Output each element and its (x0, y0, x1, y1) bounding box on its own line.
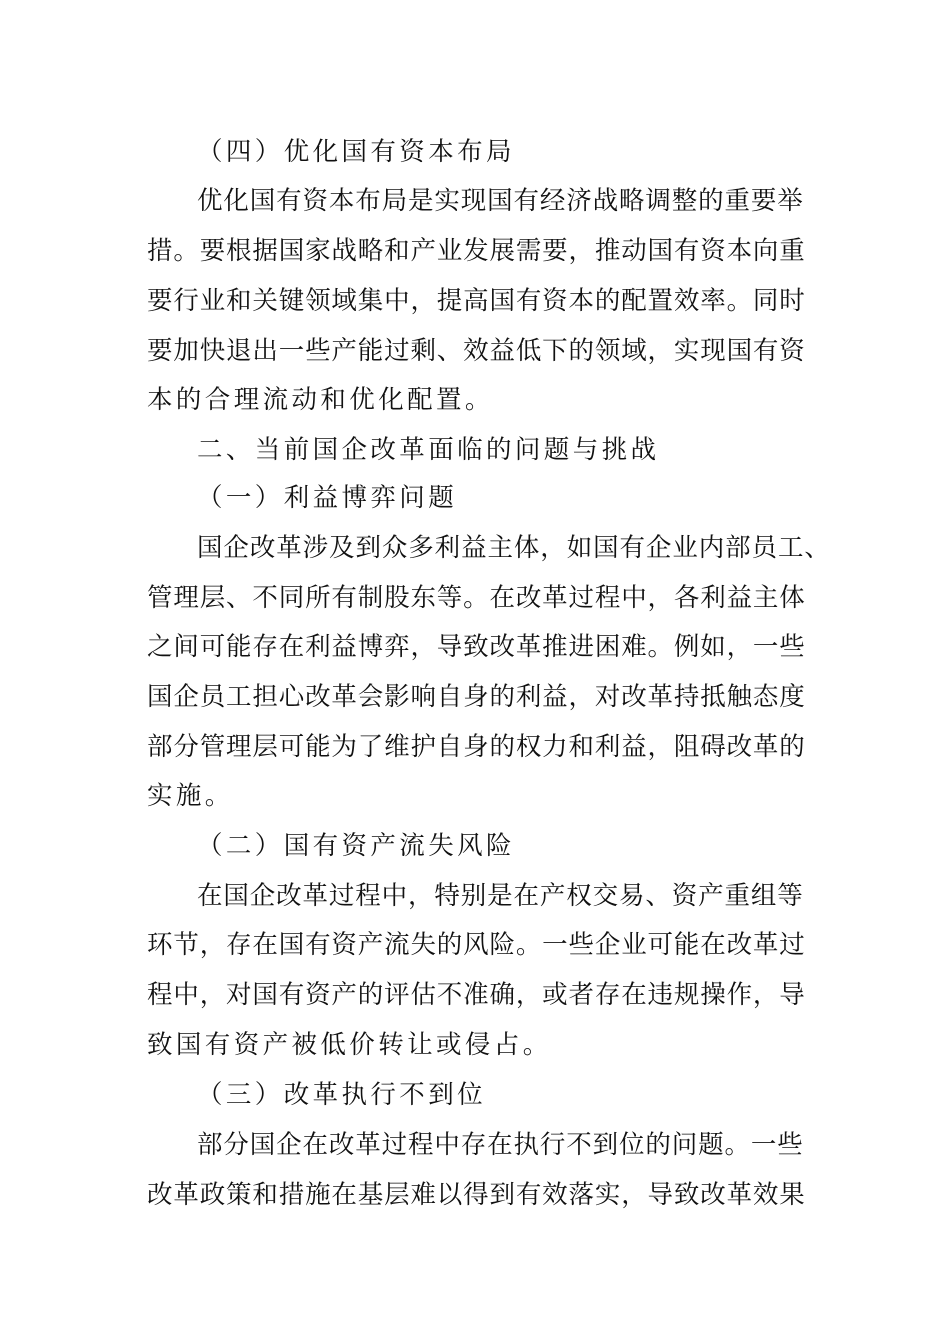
section-heading-2: 二、当前国企改革面临的问题与挑战 (197, 435, 660, 465)
paragraph-line: 实施。 (147, 781, 234, 811)
paragraph-line: 管 理 层 、 不 同 所 有 制 股 东 等 。 在 改 革 过 程 中 ， 各 利 益 主 体 (147, 583, 805, 613)
subheading-3: （三）改革执行不到位 (197, 1080, 487, 1110)
paragraph-line: 国 企 员 工 担 心 改 革 会 影 响 自 身 的 利 益 ， 对 改 革 持 抵 触 态 度 (147, 682, 805, 712)
paragraph-line: 要 加 快 退 出 一 些 产 能 过 剩 、 效 益 低 下 的 领 域 ， 实 现 国 有 资 (147, 336, 805, 366)
paragraph-line: 国 企 改 革 涉 及 到 众 多 利 益 主 体 ， 如 国 有 企 业 内 部 员 工 、 (197, 533, 830, 563)
paragraph-line: 要 行 业 和 关 键 领 域 集 中 ， 提 高 国 有 资 本 的 配 置 效 率 。 同 时 (147, 286, 805, 316)
subheading-2: （二）国有资产流失风险 (197, 831, 515, 861)
paragraph-line: 在 国 企 改 革 过 程 中 ， 特 别 是 在 产 权 交 易 、 资 产 重 组 等 (197, 881, 803, 911)
paragraph-line: 部 分 国 企 在 改 革 过 程 中 存 在 执 行 不 到 位 的 问 题 。 一 些 (197, 1130, 803, 1160)
paragraph-line: 措 。 要 根 据 国 家 战 略 和 产 业 发 展 需 要 ， 推 动 国 有 资 本 向 重 (147, 236, 805, 266)
paragraph-line: 优 化 国 有 资 本 布 局 是 实 现 国 有 经 济 战 略 调 整 的 重 要 举 (197, 186, 803, 216)
subheading-1: （一）利益博弈问题 (197, 483, 458, 513)
paragraph-line: 本的合理流动和优化配置。 (147, 385, 494, 415)
paragraph-line: 致国有资产被低价转让或侵占。 (147, 1030, 552, 1060)
paragraph-line: 改 革 政 策 和 措 施 在 基 层 难 以 得 到 有 效 落 实 ， 导 致 改 革 效 果 (147, 1180, 805, 1210)
subheading-4: （四）优化国有资本布局 (197, 137, 515, 167)
paragraph-line: 之 间 可 能 存 在 利 益 博 弈 ， 导 致 改 革 推 进 困 难 。 例 如 ， 一 些 (147, 632, 805, 662)
paragraph-line: 程 中 ， 对 国 有 资 产 的 评 估 不 准 确 ， 或 者 存 在 违 规 操 作 ， 导 (147, 980, 805, 1010)
paragraph-line: 环 节 ， 存 在 国 有 资 产 流 失 的 风 险 。 一 些 企 业 可 能 在 改 革 过 (147, 930, 805, 960)
paragraph-line: 部 分 管 理 层 可 能 为 了 维 护 自 身 的 权 力 和 利 益 ， 阻 碍 改 革 的 (147, 732, 805, 762)
